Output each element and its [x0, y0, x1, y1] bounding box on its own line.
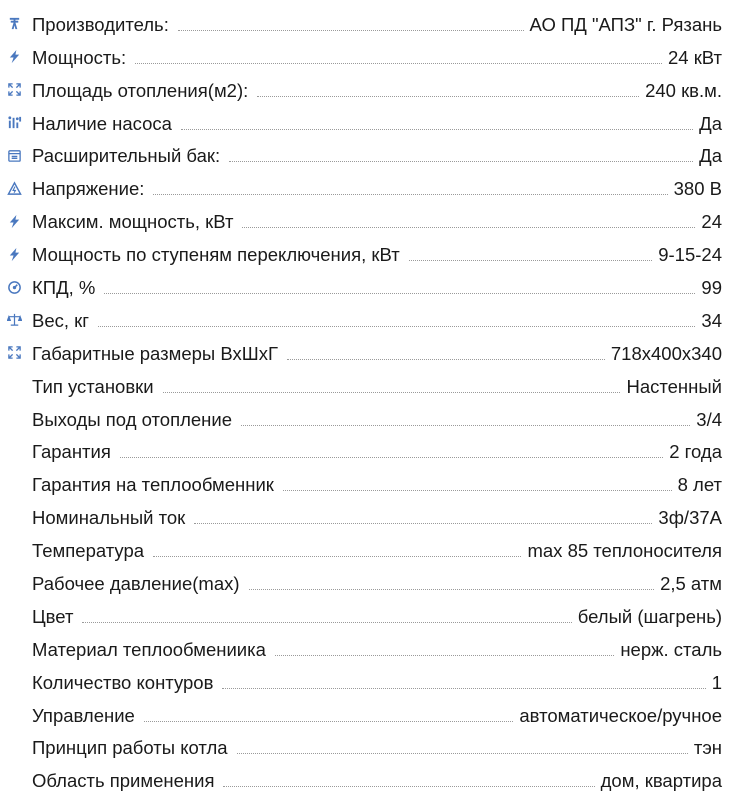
spec-label: КПД, %: [32, 277, 96, 299]
spec-row: [0, 463, 730, 496]
spec-value: белый (шагрень): [577, 605, 722, 627]
leader-dots: [287, 358, 605, 360]
leader-dots: [144, 720, 514, 722]
blank-icon-slot: [3, 473, 25, 495]
spec-row: [0, 496, 730, 529]
spec-value: 24: [701, 211, 722, 233]
spec-label: Мощность:: [32, 46, 127, 68]
blank-icon-slot: [3, 408, 25, 430]
spec-label: Максим. мощность, кВт: [32, 211, 234, 233]
spec-label: Производитель:: [32, 13, 169, 35]
spec-label: Расширительный бак:: [32, 145, 221, 167]
spec-label: Выходы под отопление: [32, 408, 233, 430]
area-icon: [3, 342, 25, 364]
blank-icon-slot: [3, 572, 25, 594]
spec-value: 2,5 атм: [660, 573, 722, 595]
spec-row: [0, 595, 730, 628]
efficiency-gauge-icon: [3, 276, 25, 298]
spec-label: Температура: [32, 540, 145, 562]
spec-value: 2 года: [669, 441, 722, 463]
leader-dots: [98, 325, 695, 327]
leader-dots: [242, 226, 695, 228]
spec-row: [0, 694, 730, 727]
spec-row: [0, 727, 730, 760]
spec-row: [0, 299, 730, 332]
leader-dots: [153, 193, 667, 195]
spec-value: Настенный: [626, 375, 722, 397]
spec-value: 380 В: [673, 178, 722, 200]
area-icon: [3, 79, 25, 101]
leader-dots: [241, 424, 690, 426]
spec-label: Наличие насоса: [32, 112, 172, 134]
spec-label: Площадь отопления(м2):: [32, 79, 249, 101]
leader-dots: [163, 391, 621, 393]
leader-dots: [82, 621, 571, 623]
spec-label: Принцип работы котла: [32, 737, 228, 759]
spec-label: Гарантия: [32, 441, 111, 463]
spec-value: max 85 теплоносителя: [527, 540, 722, 562]
leader-dots: [104, 292, 695, 294]
leader-dots: [237, 752, 688, 754]
spec-label: Тип установки: [32, 375, 154, 397]
spec-label: Цвет: [32, 605, 74, 627]
spec-label: Номинальный ток: [32, 507, 186, 529]
lightning-icon: [3, 243, 25, 265]
leader-dots: [222, 687, 705, 689]
spec-row: [0, 167, 730, 200]
spec-label: Гарантия на теплообменник: [32, 474, 274, 496]
leader-dots: [409, 259, 653, 261]
spec-value: 3/4: [696, 408, 722, 430]
spec-row: [0, 200, 730, 233]
pump-icon: [3, 112, 25, 134]
leader-dots: [135, 62, 662, 64]
spec-value: дом, квартира: [600, 770, 722, 792]
leader-dots: [275, 654, 614, 656]
spec-value: 24 кВт: [667, 46, 722, 68]
spec-row: [0, 431, 730, 464]
leader-dots: [223, 785, 594, 787]
spec-row: [0, 661, 730, 694]
spec-label: Область применения: [32, 770, 215, 792]
spec-value: 99: [701, 277, 722, 299]
lightning-icon: [3, 210, 25, 232]
blank-icon-slot: [3, 638, 25, 660]
spec-row: [0, 365, 730, 398]
blank-icon-slot: [3, 605, 25, 627]
blank-icon-slot: [3, 769, 25, 791]
spec-label: Рабочее давление(max): [32, 573, 240, 595]
spec-row: [0, 233, 730, 266]
blank-icon-slot: [3, 539, 25, 561]
leader-dots: [257, 95, 639, 97]
blank-icon-slot: [3, 440, 25, 462]
spec-value: Да: [699, 112, 722, 134]
specs-list: [0, 3, 730, 792]
leader-dots: [283, 489, 672, 491]
spec-value: 3ф/37А: [658, 507, 722, 529]
spec-row: [0, 332, 730, 365]
spec-value: 8 лет: [677, 474, 722, 496]
spec-label: Мощность по ступеням переключения, кВт: [32, 244, 400, 266]
spec-row: [0, 628, 730, 661]
spec-row: [0, 36, 730, 69]
spec-label: Управление: [32, 704, 135, 726]
leader-dots: [229, 160, 693, 162]
spec-row: [0, 69, 730, 102]
leader-dots: [194, 522, 652, 524]
leader-dots: [120, 456, 663, 458]
leader-dots: [153, 555, 521, 557]
spec-row: [0, 529, 730, 562]
manufacturer-icon: [3, 13, 25, 35]
spec-row: [0, 135, 730, 168]
voltage-warning-icon: [3, 177, 25, 199]
spec-row: [0, 759, 730, 792]
spec-label: Количество контуров: [32, 671, 214, 693]
spec-value: 1: [711, 671, 722, 693]
spec-value: АО ПД "АПЗ" г. Рязань: [529, 13, 722, 35]
spec-label: Габаритные размеры ВхШхГ: [32, 342, 278, 364]
spec-value: 9-15-24: [658, 244, 722, 266]
spec-row: [0, 102, 730, 135]
spec-value: автоматическое/ручное: [519, 704, 722, 726]
spec-value: нерж. сталь: [620, 638, 722, 660]
spec-label: Вес, кг: [32, 309, 89, 331]
leader-dots: [178, 29, 524, 31]
blank-icon-slot: [3, 506, 25, 528]
spec-row: [0, 562, 730, 595]
blank-icon-slot: [3, 375, 25, 397]
spec-row: [0, 266, 730, 299]
scales-icon: [3, 309, 25, 331]
tank-icon: [3, 144, 25, 166]
spec-value: Да: [699, 145, 722, 167]
blank-icon-slot: [3, 671, 25, 693]
spec-value: 718x400x340: [610, 342, 722, 364]
spec-value: 34: [701, 309, 722, 331]
blank-icon-slot: [3, 704, 25, 726]
spec-value: тэн: [693, 737, 722, 759]
spec-row: [0, 3, 730, 36]
leader-dots: [249, 588, 655, 590]
spec-value: 240 кв.м.: [645, 79, 722, 101]
lightning-icon: [3, 46, 25, 68]
spec-label: Напряжение:: [32, 178, 145, 200]
spec-label: Материал теплообмениика: [32, 638, 266, 660]
spec-row: [0, 398, 730, 431]
leader-dots: [181, 128, 693, 130]
blank-icon-slot: [3, 736, 25, 758]
